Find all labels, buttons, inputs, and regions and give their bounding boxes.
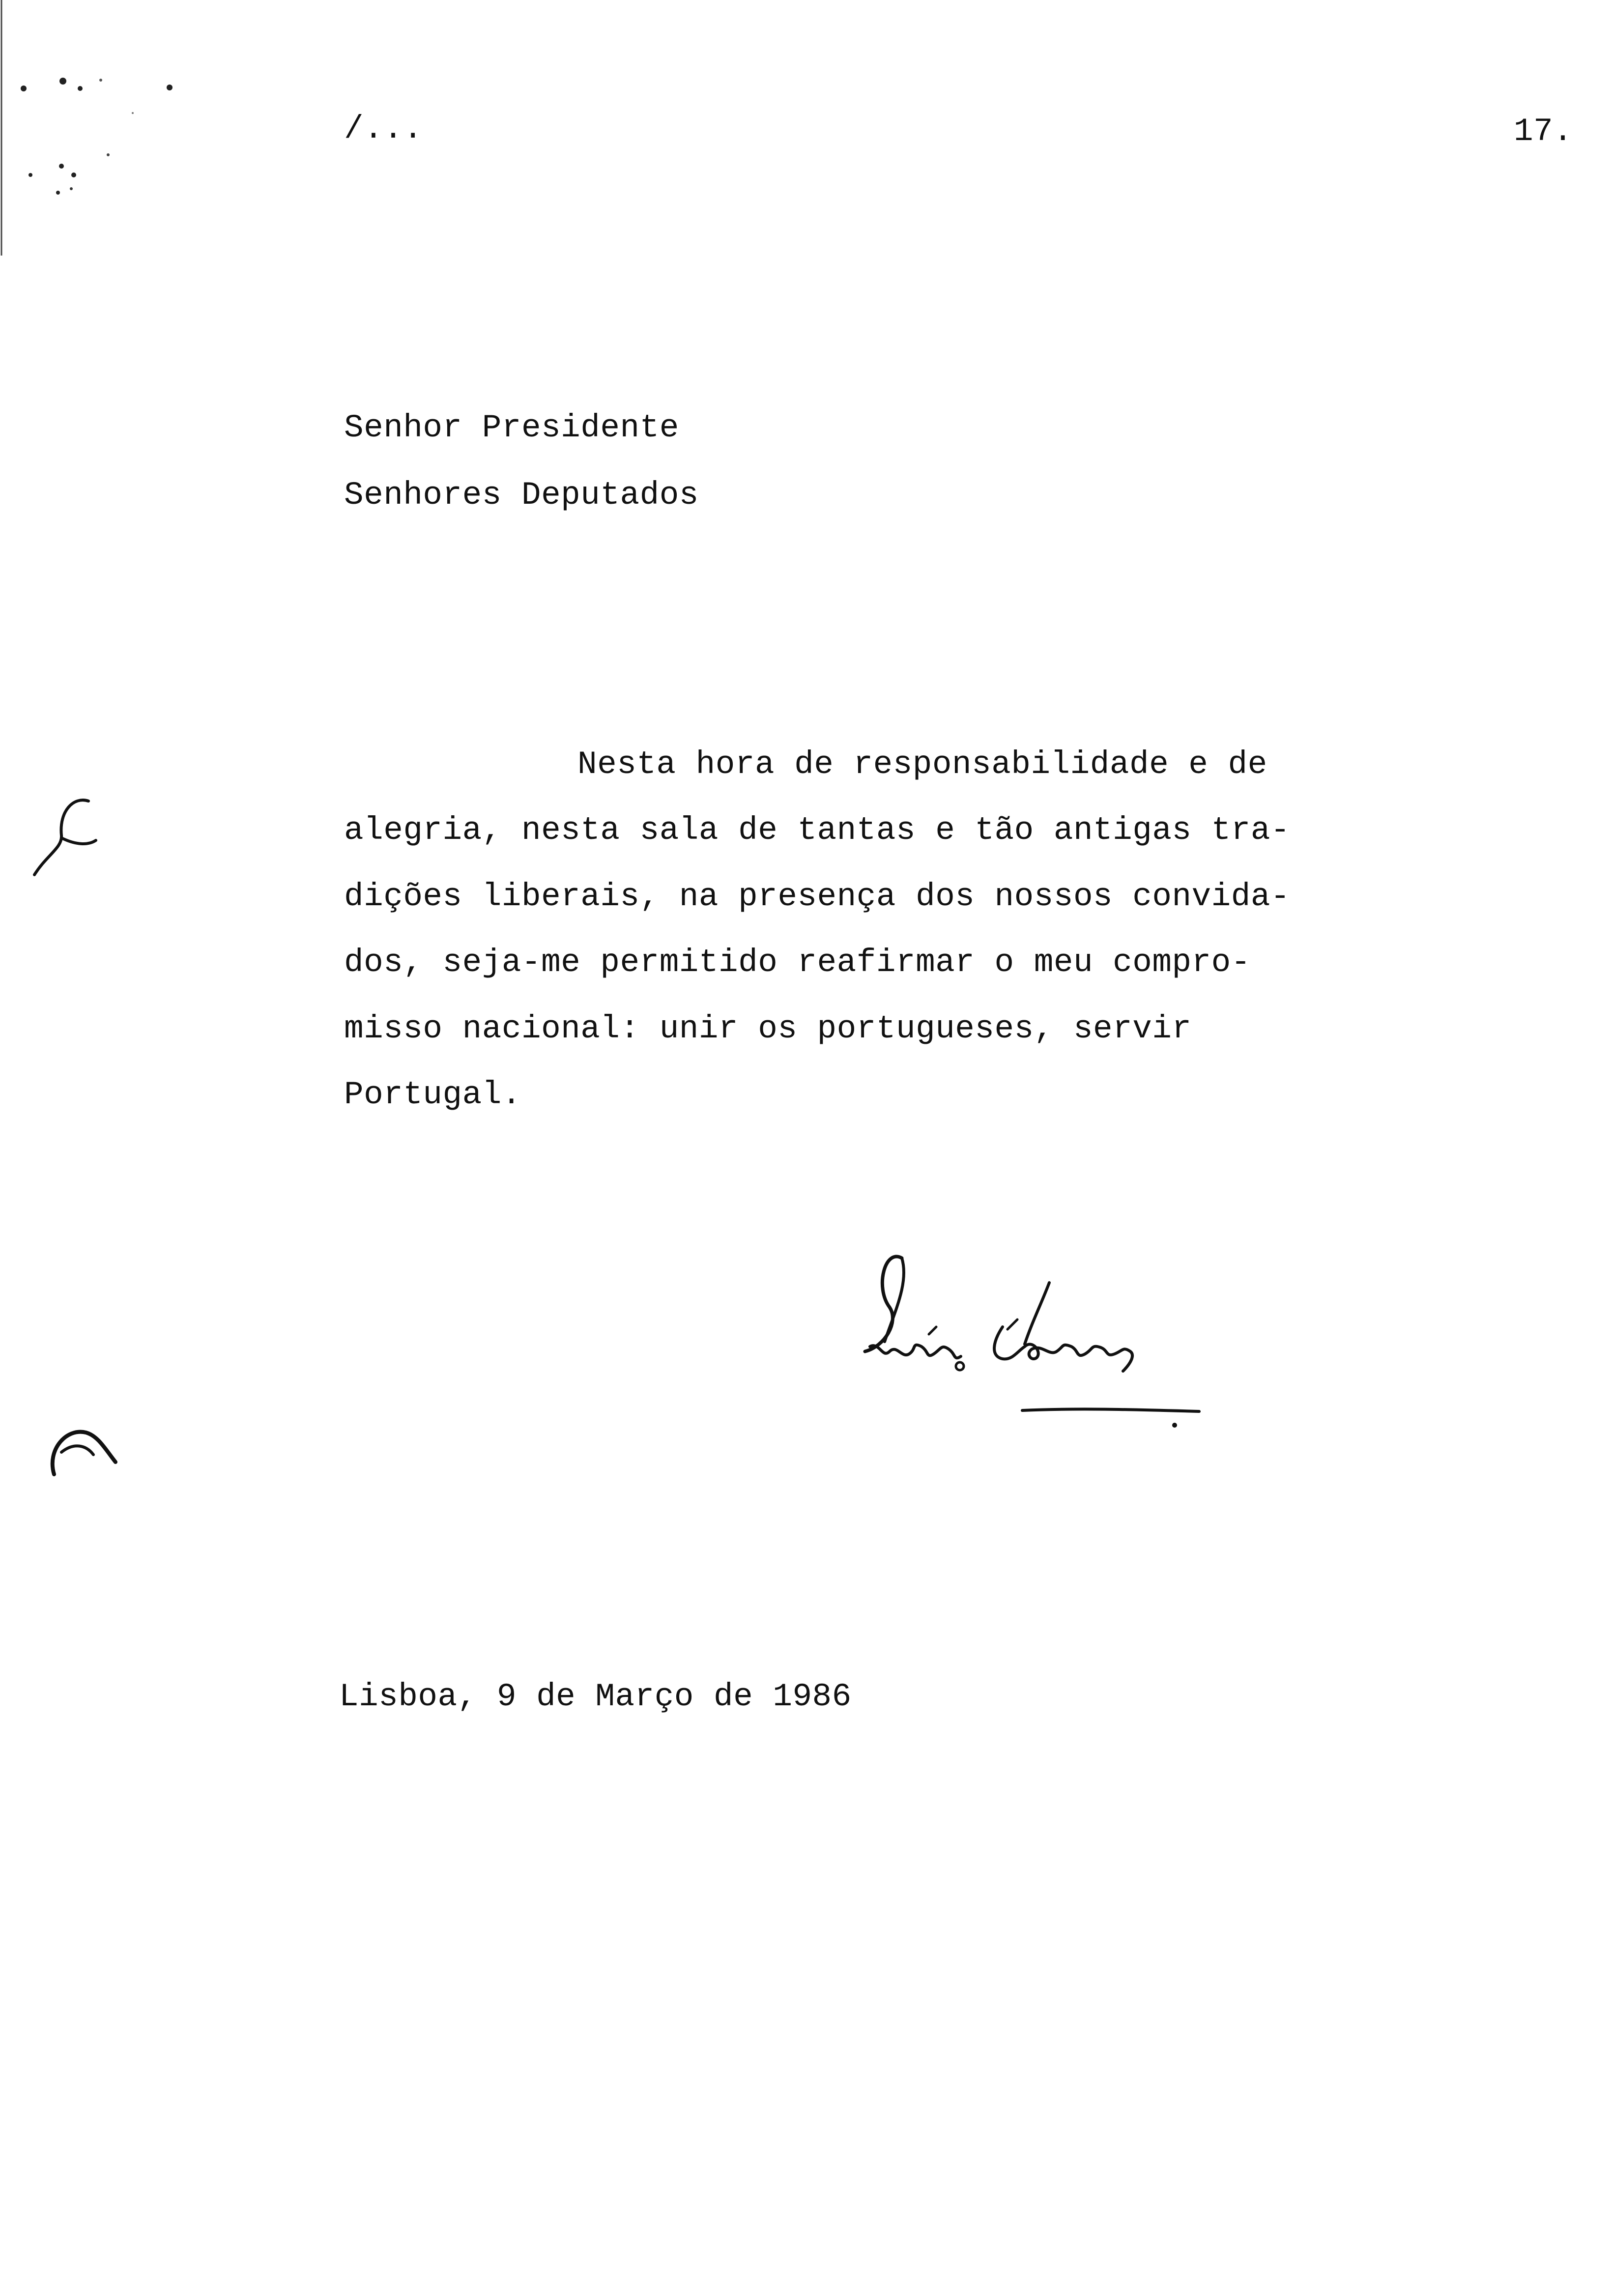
margin-mark-c — [27, 791, 101, 880]
handwritten-signature — [855, 1229, 1209, 1435]
body-line: Portugal. — [344, 1076, 521, 1113]
body-line: dos, seja-me permitido reafirmar o meu compro- — [344, 944, 1251, 981]
margin-mark-hook — [44, 1415, 123, 1484]
body-line: Nesta hora de responsabilidade e de — [577, 746, 1267, 783]
body-line: dições liberais, na presença dos nossos convida- — [344, 878, 1291, 915]
continuation-mark: /... — [344, 111, 423, 147]
body-line: alegria, nesta sala de tantas e tão antigas tra- — [344, 812, 1291, 849]
place-date: Lisboa, 9 de Março de 1986 — [339, 1678, 852, 1715]
body-line: misso nacional: unir os portugueses, servir — [344, 1010, 1192, 1047]
page-number: 17. — [1514, 113, 1573, 150]
salutation-line-2: Senhores Deputados — [344, 477, 699, 514]
salutation-line-1: Senhor Presidente — [344, 409, 679, 446]
scan-specks — [0, 0, 206, 275]
